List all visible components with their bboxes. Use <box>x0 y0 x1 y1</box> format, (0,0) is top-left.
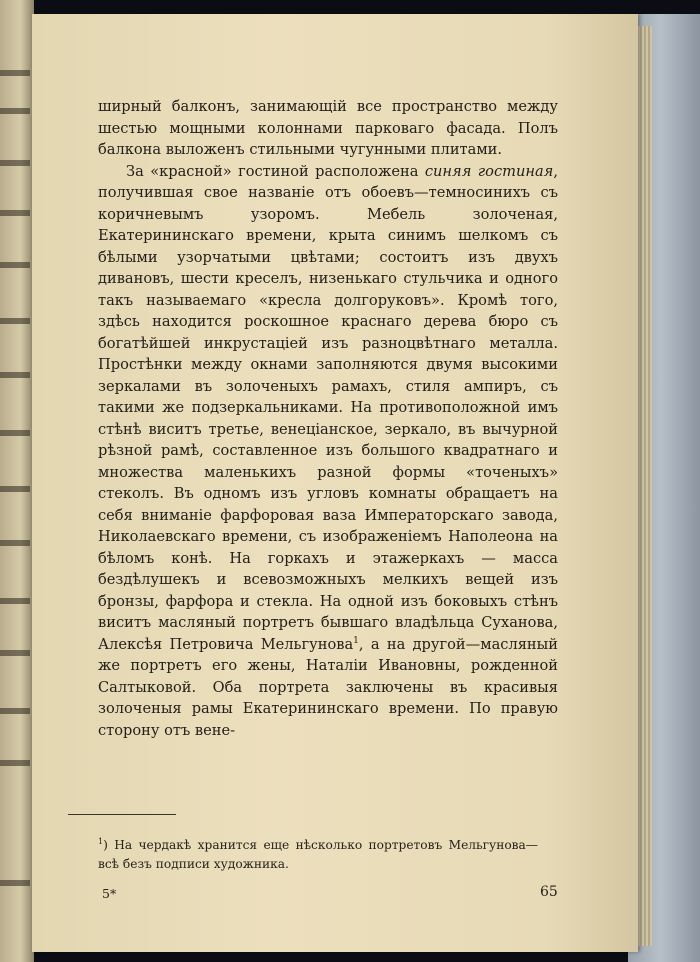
adjacent-page-edge <box>0 0 34 962</box>
book-page <box>32 14 638 952</box>
emphasis-blue-room: синяя гостиная <box>424 162 554 180</box>
footnote-divider <box>68 814 176 815</box>
paragraph-1-text: ширный балконъ, занимающій все пространство между шестью мощными колоннами парковаго фасада. Полъ балкона выложенъ стильными чугунными плитами. <box>98 98 558 158</box>
paragraph-1 <box>98 96 558 161</box>
footnote-text: ) На чердакѣ хранится еще нѣсколько портретовъ Мельгунова—всѣ безъ подписи художника. <box>98 838 538 872</box>
footnote <box>98 832 538 874</box>
page-number: 65 <box>540 884 558 900</box>
body-text <box>98 96 558 741</box>
footnote-mark: 1 <box>98 837 104 846</box>
paragraph-2 <box>98 161 558 742</box>
paragraph-2-text-a: , получившая свое названіе отъ обоевъ—темносинихъ съ коричневымъ узоромъ. Мебель золоченая, Екатерининскаго времени, крыта синимъ шелкомъ съ бѣлыми узорчатыми цвѣтами; состоитъ изъ двухъ дивановъ, шести креселъ, низенькаго стульчика и одного такъ называемаго «кресла долгоруковъ». Кромѣ того, здѣсь находится роскошное краснаго дерева бюро съ богатѣйшей инкрустаціей изъ разноцвѣтнаго металла. Простѣнки между окнами заполняются двумя высокими зеркалами въ золоченыхъ рамахъ, стиля ампиръ, съ такими же подзеркальниками. На противоположной имъ стѣнѣ виситъ третье, венеціанское, зеркало, въ вычурной рѣзной рамѣ, составленное изъ большого квадратнаго и множества маленькихъ разной формы «точеныхъ» стеколъ. Въ одномъ изъ угловъ комнаты обращаетъ на себя вниманіе фарфоровая ваза Императорскаго завода, Николаевскаго времени, съ изображеніемъ Наполеона на бѣломъ конѣ. На горкахъ и этажеркахъ — масса бездѣлушекъ и всевозможныхъ мелкихъ вещей изъ бронзы, фарфора и стекла. На одной изъ боковыхъ стѣнъ виситъ масляный портретъ бывшаго владѣльца Суханова, Алексѣя Петровича Мельгунова <box>98 162 558 653</box>
footnote-reference: 1 <box>353 635 359 646</box>
printer-signature: 5* <box>102 886 117 901</box>
paragraph-2-lead: За «красной» гостиной расположена <box>126 162 425 180</box>
paragraph-2-text-b: , а на другой—масляный же портретъ его жены, Наталіи Ивановны, рожденной Салтыковой. Оба портрета заключены въ красивыя золоченыя рамы Екатерининскаго времени. По правую сторону отъ вене- <box>98 635 558 739</box>
